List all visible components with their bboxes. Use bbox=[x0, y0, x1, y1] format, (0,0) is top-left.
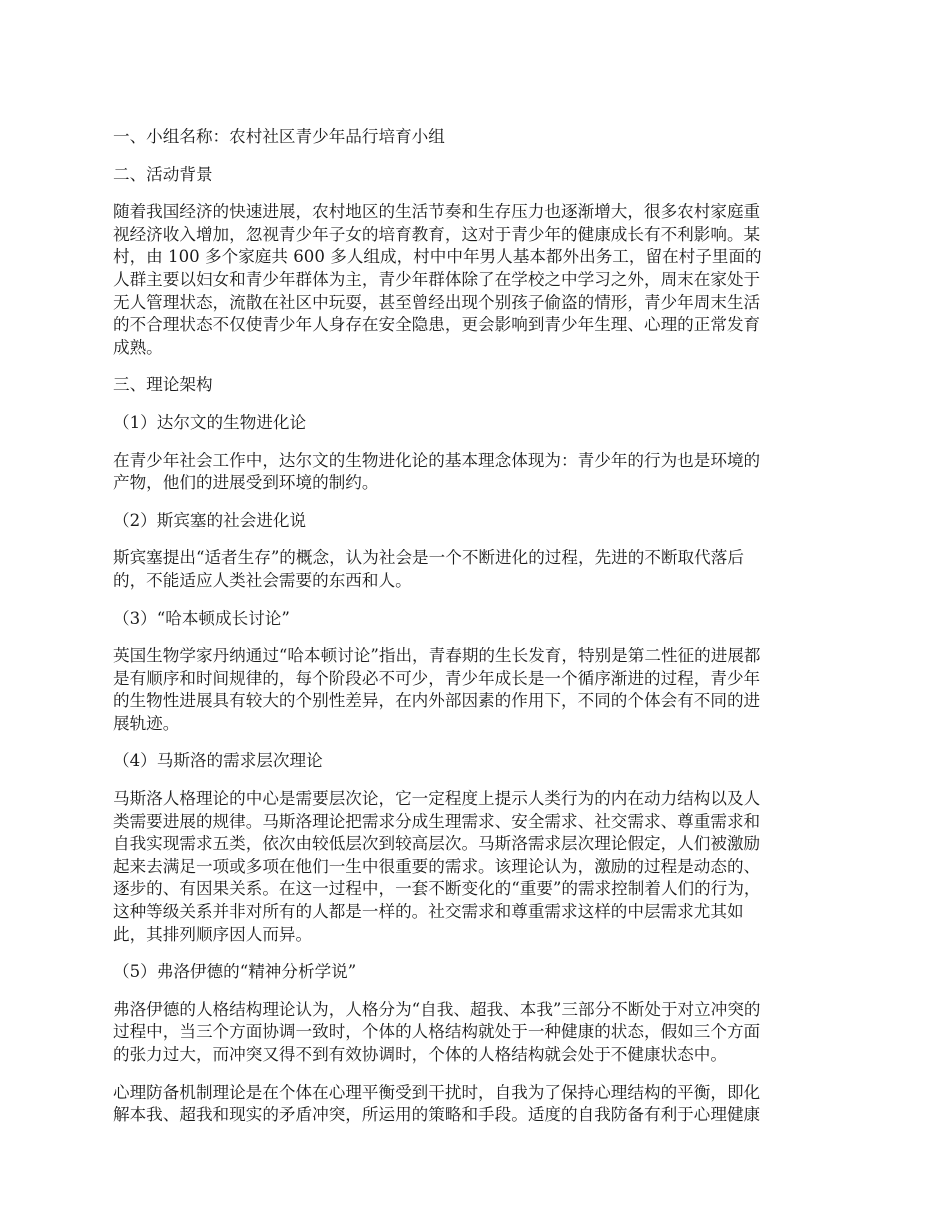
paragraph-line: 这种等级关系并非对所有的人都是一样的。社交需求和尊重需求这样的中层需求尤其如 bbox=[113, 902, 744, 922]
theory-5-heading: （5）弗洛伊德的“精神分析学说” bbox=[113, 962, 357, 982]
paragraph-line: 的生物性进展具有较大的个别性差异，在内外部因素的作用下，不同的个体会有不同的进 bbox=[113, 691, 761, 711]
paragraph-line: 展轨迹。 bbox=[113, 713, 180, 733]
theory-3-heading: （3）“哈本顿成长讨论” bbox=[113, 608, 290, 628]
paragraph-line: 随着我国经济的快速进展，农村地区的生活节奏和生存压力也逐渐增大，很多农村家庭重 bbox=[113, 202, 761, 222]
paragraph-line: 人群主要以妇女和青少年群体为主，青少年群体除了在学校之中学习之外，周末在家处于 bbox=[113, 269, 761, 289]
paragraph-line: 在青少年社会工作中，达尔文的生物进化论的基本理念体现为：青少年的行为也是环境的 bbox=[113, 450, 761, 470]
paragraph-line: 英国生物学家丹纳通过“哈本顿讨论”指出，青春期的生长发育，特别是第二性征的进展都 bbox=[113, 646, 761, 666]
theory-3-paragraph bbox=[113, 645, 841, 735]
theory-2-paragraph bbox=[113, 547, 841, 592]
section-background-heading: 二、活动背景 bbox=[113, 164, 213, 184]
theory-2-heading: （2）斯宾塞的社会进化说 bbox=[113, 510, 307, 530]
theory-5-paragraph-b bbox=[113, 1082, 841, 1127]
paragraph-line: 斯宾塞提出“适者生存”的概念，认为社会是一个不断进化的过程，先进的不断取代落后 bbox=[113, 548, 744, 568]
document-page bbox=[113, 126, 841, 1142]
paragraph-line: 逐步的、有因果关系。在这一过程中，一套不断变化的“重要”的需求控制着人们的行为， bbox=[113, 879, 761, 899]
paragraph-line: 的，不能适应人类社会需要的东西和人。 bbox=[113, 570, 412, 590]
paragraph-line: 的张力过大，而冲突又得不到有效协调时，个体的人格结构就会处于不健康状态中。 bbox=[113, 1045, 727, 1064]
theory-4-heading: （4）马斯洛的需求层次理论 bbox=[113, 751, 323, 771]
paragraph-line: 是有顺序和时间规律的，每个阶段必不可少，青少年成长是一个循序渐进的过程，青少年 bbox=[113, 668, 761, 688]
paragraph-line: 的不合理状态不仅使青少年人身存在安全隐患，更会影响到青少年生理、心理的正常发育 bbox=[113, 315, 761, 335]
paragraph-line: 解本我、超我和现实的矛盾冲突，所运用的策略和手段。适度的自我防备有利于心理健康 bbox=[113, 1105, 761, 1125]
paragraph-line: 起来去满足一项或多项在他们一生中很重要的需求。该理论认为，激励的过程是动态的、 bbox=[113, 856, 761, 876]
paragraph-line: 自我实现需求五类，依次由较低层次到较高层次。马斯洛需求层次理论假定，人们被激励 bbox=[113, 834, 761, 854]
theory-4-paragraph bbox=[113, 788, 841, 946]
paragraph-line: 弗洛伊德的人格结构理论认为，人格分为“自我、超我、本我”三部分不断处于对立冲突的 bbox=[113, 999, 761, 1019]
theory-1-heading: （1）达尔文的生物进化论 bbox=[113, 412, 307, 432]
paragraph-line: 马斯洛人格理论的中心是需要层次论，它一定程度上提示人类行为的内在动力结构以及人 bbox=[113, 789, 761, 809]
paragraph-line: 无人管理状态，流散在社区中玩耍，甚至曾经出现个别孩子偷盗的情形，青少年周末生活 bbox=[113, 292, 761, 312]
paragraph-line: 视经济收入增加，忽视青少年子女的培育教育，这对于青少年的健康成长有不利影响。某 bbox=[113, 224, 761, 244]
paragraph-line: 类需要进展的规律。马斯洛理论把需求分成生理需求、安全需求、社交需求、尊重需求和 bbox=[113, 811, 761, 831]
section-theory-heading: 三、理论架构 bbox=[113, 375, 213, 395]
paragraph-line: 村，由 100 多个家庭共 600 多人组成，村中中年男人基本都外出务工，留在村子里面的 bbox=[113, 247, 762, 267]
theory-5-paragraph-a bbox=[113, 999, 841, 1067]
theory-1-paragraph bbox=[113, 450, 841, 495]
paragraph-line: 产物，他们的进展受到环境的制约。 bbox=[113, 473, 379, 493]
paragraph-line: 过程中，当三个方面协调一致时，个体的人格结构就处于一种健康的状态，假如三个方面 bbox=[113, 1022, 761, 1042]
background-paragraph bbox=[113, 201, 841, 359]
paragraph-line: 成熟。 bbox=[113, 337, 163, 357]
paragraph-line: 此，其排列顺序因人而异。 bbox=[113, 924, 313, 944]
paragraph-line: 心理防备机制理论是在个体在心理平衡受到干扰时，自我为了保持心理结构的平衡，即化 bbox=[113, 1082, 761, 1102]
group-name-line: 一、小组名称：农村社区青少年品行培育小组 bbox=[113, 127, 445, 146]
